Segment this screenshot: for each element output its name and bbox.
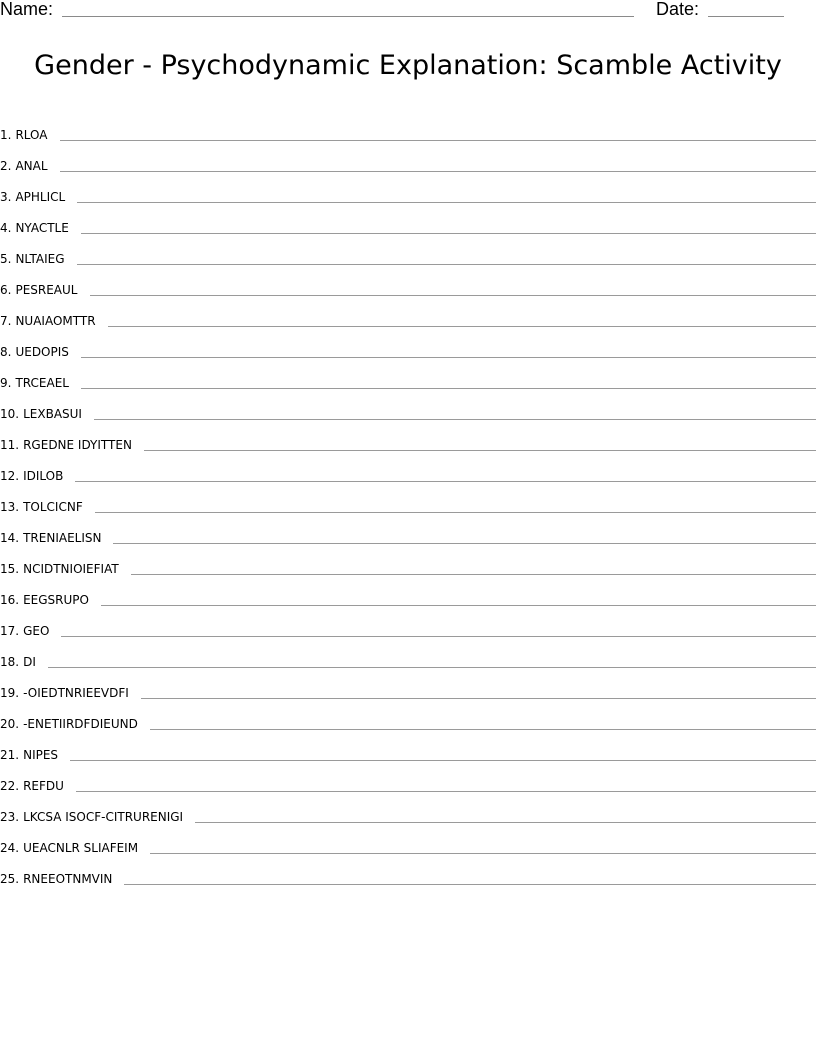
question-number: 3. — [0, 190, 12, 204]
name-field-line[interactable] — [62, 16, 634, 17]
question-row — [0, 856, 816, 887]
question-label — [0, 593, 89, 608]
answer-line[interactable] — [113, 543, 816, 544]
question-row — [0, 763, 816, 794]
answer-line[interactable] — [77, 264, 816, 265]
answer-line[interactable] — [81, 357, 816, 358]
question-row — [0, 608, 816, 639]
question-label — [0, 252, 65, 267]
scrambled-word: REFDU — [23, 779, 64, 793]
answer-line[interactable] — [195, 822, 816, 823]
question-number: 1. — [0, 128, 12, 142]
answer-line[interactable] — [124, 884, 816, 885]
answer-line[interactable] — [48, 667, 816, 668]
question-row — [0, 670, 816, 701]
question-label — [0, 779, 64, 794]
answer-line[interactable] — [60, 171, 816, 172]
date-field-line[interactable] — [708, 16, 784, 17]
answer-line[interactable] — [90, 295, 816, 296]
question-row — [0, 546, 816, 577]
question-number: 16. — [0, 593, 20, 607]
question-number: 2. — [0, 159, 12, 173]
question-label — [0, 376, 69, 391]
question-label — [0, 345, 69, 360]
answer-line[interactable] — [77, 202, 816, 203]
question-number: 22. — [0, 779, 20, 793]
scrambled-word: PESREAUL — [15, 283, 78, 297]
scrambled-word: UEDOPIS — [15, 345, 69, 359]
question-number: 5. — [0, 252, 12, 266]
question-number: 25. — [0, 872, 20, 886]
question-row — [0, 143, 816, 174]
question-row — [0, 794, 816, 825]
scrambled-word: TRENIAELISN — [23, 531, 102, 545]
question-row — [0, 360, 816, 391]
question-row — [0, 112, 816, 143]
answer-line[interactable] — [70, 760, 816, 761]
question-label — [0, 531, 101, 546]
question-number: 15. — [0, 562, 20, 576]
question-label — [0, 159, 48, 174]
scrambled-word: GEO — [23, 624, 50, 638]
question-label — [0, 562, 119, 577]
question-row — [0, 577, 816, 608]
question-label — [0, 655, 36, 670]
question-number: 14. — [0, 531, 20, 545]
worksheet-header — [0, 0, 816, 24]
question-row — [0, 701, 816, 732]
scrambled-word: NIPES — [23, 748, 59, 762]
question-number: 19. — [0, 686, 20, 700]
question-number: 13. — [0, 500, 20, 514]
scrambled-word: TOLCICNF — [23, 500, 83, 514]
question-number: 12. — [0, 469, 20, 483]
question-label — [0, 283, 78, 298]
scrambled-word: NYACTLE — [15, 221, 69, 235]
scrambled-word: EEGSRUPO — [23, 593, 89, 607]
question-row — [0, 174, 816, 205]
scrambled-word: -OIEDTNRIEEVDFI — [23, 686, 129, 700]
scrambled-word: -ENETIIRDFDIEUND — [23, 717, 138, 731]
question-row — [0, 298, 816, 329]
answer-line[interactable] — [94, 419, 816, 420]
question-label — [0, 314, 96, 329]
date-label: Date: — [656, 0, 700, 19]
question-number: 4. — [0, 221, 12, 235]
question-row — [0, 825, 816, 856]
question-label — [0, 872, 112, 887]
question-label — [0, 810, 183, 825]
question-label — [0, 469, 63, 484]
question-row — [0, 732, 816, 763]
answer-line[interactable] — [150, 729, 816, 730]
question-number: 23. — [0, 810, 20, 824]
question-label — [0, 841, 138, 856]
question-number: 6. — [0, 283, 12, 297]
question-label — [0, 407, 82, 422]
answer-line[interactable] — [150, 853, 816, 854]
question-label — [0, 624, 49, 639]
question-row — [0, 329, 816, 360]
scrambled-word: DI — [23, 655, 36, 669]
question-label — [0, 686, 129, 701]
answer-line[interactable] — [141, 698, 816, 699]
answer-line[interactable] — [81, 388, 816, 389]
answer-line[interactable] — [108, 326, 816, 327]
answer-line[interactable] — [131, 574, 816, 575]
question-row — [0, 515, 816, 546]
scrambled-word: RGEDNE IDYITTEN — [23, 438, 132, 452]
name-label: Name: — [0, 0, 54, 19]
question-number: 8. — [0, 345, 12, 359]
question-number: 10. — [0, 407, 20, 421]
question-row — [0, 267, 816, 298]
scrambled-word: NLTAIEG — [15, 252, 65, 266]
question-row — [0, 236, 816, 267]
answer-line[interactable] — [60, 140, 816, 141]
question-row — [0, 639, 816, 670]
answer-line[interactable] — [75, 481, 816, 482]
question-number: 18. — [0, 655, 20, 669]
question-row — [0, 205, 816, 236]
answer-line[interactable] — [101, 605, 816, 606]
question-number: 17. — [0, 624, 20, 638]
scrambled-word: LEXBASUI — [23, 407, 82, 421]
question-label — [0, 748, 58, 763]
question-number: 9. — [0, 376, 12, 390]
scrambled-word: UEACNLR SLIAFEIM — [23, 841, 139, 855]
question-list — [0, 112, 816, 887]
answer-line[interactable] — [81, 233, 816, 234]
answer-line[interactable] — [144, 450, 816, 451]
answer-line[interactable] — [61, 636, 816, 637]
question-row — [0, 391, 816, 422]
question-label — [0, 717, 138, 732]
scrambled-word: RLOA — [15, 128, 48, 142]
question-label — [0, 221, 69, 236]
question-label — [0, 500, 83, 515]
question-number: 24. — [0, 841, 20, 855]
question-label — [0, 438, 132, 453]
scrambled-word: NUAIAOMTTR — [15, 314, 96, 328]
question-number: 11. — [0, 438, 20, 452]
scrambled-word: IDILOB — [23, 469, 64, 483]
question-label — [0, 128, 48, 143]
scrambled-word: TRCEAEL — [15, 376, 69, 390]
scrambled-word: NCIDTNIOIEFIAT — [23, 562, 119, 576]
worksheet-title: Gender - Psychodynamic Explanation: Scamble Activity — [34, 50, 782, 81]
scrambled-word: ANAL — [15, 159, 48, 173]
question-number: 20. — [0, 717, 20, 731]
question-label — [0, 190, 65, 205]
answer-line[interactable] — [95, 512, 816, 513]
scrambled-word: RNEEOTNMVIN — [23, 872, 113, 886]
question-row — [0, 484, 816, 515]
question-row — [0, 422, 816, 453]
question-row — [0, 453, 816, 484]
scrambled-word: APHLICL — [15, 190, 66, 204]
question-number: 21. — [0, 748, 20, 762]
scrambled-word: LKCSA ISOCF-CITRURENIGI — [23, 810, 184, 824]
question-number: 7. — [0, 314, 12, 328]
answer-line[interactable] — [76, 791, 816, 792]
